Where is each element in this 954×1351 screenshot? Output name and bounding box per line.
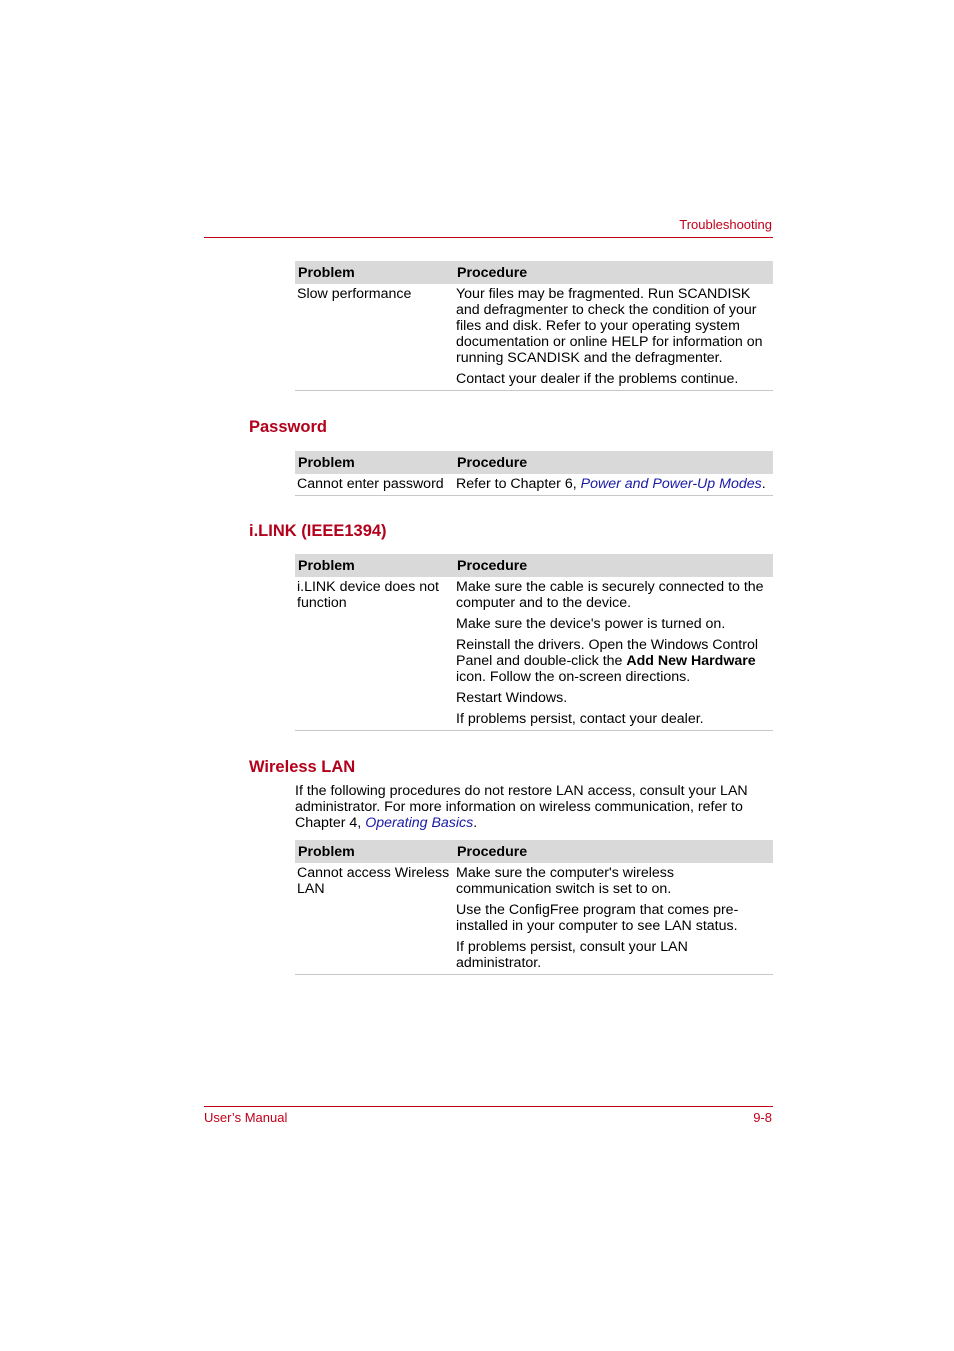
column-header-problem: Problem (295, 554, 454, 577)
procedure-text: icon. Follow the on-screen directions. (456, 669, 691, 685)
add-new-hardware-label: Add New Hardware (626, 653, 756, 669)
column-header-procedure: Procedure (454, 261, 773, 284)
table-row (295, 284, 773, 391)
section-heading-ilink: i.LINK (IEEE1394) (249, 522, 387, 540)
procedure-step: Contact your dealer if the problems continue. (456, 371, 739, 387)
procedure-text: Reinstall the drivers. Open the Windows Control Panel and double-click the (456, 637, 759, 669)
procedure-cell (454, 577, 773, 731)
problem-cell: Slow performance (295, 284, 454, 391)
table-row (295, 474, 773, 496)
table-row (295, 863, 773, 975)
chapter-link-operating-basics[interactable]: Operating Basics (365, 815, 474, 831)
footer-manual-title: User’s Manual (204, 1110, 288, 1125)
table-password (295, 451, 773, 496)
table-header-row (295, 451, 773, 474)
procedure-cell (454, 863, 773, 975)
procedure-step (456, 637, 771, 685)
column-header-problem: Problem (295, 261, 454, 284)
procedure-step: If problems persist, contact your dealer. (456, 711, 704, 727)
procedure-cell (454, 284, 773, 391)
chapter-link-power-modes[interactable]: Power and Power-Up Modes (580, 476, 762, 492)
column-header-problem: Problem (295, 451, 454, 474)
procedure-step: Make sure the cable is securely connected to the computer and to the device. (456, 579, 764, 611)
table-slow-performance (295, 261, 773, 391)
problem-cell: i.LINK device does not function (295, 577, 454, 731)
problem-cell: Cannot enter password (295, 474, 454, 496)
procedure-step: Make sure the device's power is turned on. (456, 616, 726, 632)
procedure-text: . (761, 476, 766, 492)
procedure-cell (454, 474, 773, 496)
table-row (295, 577, 773, 731)
table-header-row (295, 554, 773, 577)
intro-text: If the following procedures do not restore LAN access, consult your LAN administrator. For more information on wireless communication, refer to Chapter 4, (295, 783, 748, 831)
footer-rule (204, 1106, 773, 1107)
section-heading-password: Password (249, 418, 327, 436)
table-header-row (295, 840, 773, 863)
running-header: Troubleshooting (679, 217, 772, 232)
table-wireless-lan (295, 840, 773, 975)
procedure-step: Make sure the computer's wireless communication switch is set to on. (456, 865, 674, 897)
procedure-step: Restart Windows. (456, 690, 568, 706)
procedure-text: Refer to Chapter 6, (456, 476, 581, 492)
wireless-intro-paragraph (295, 783, 773, 831)
header-rule (204, 237, 773, 238)
column-header-procedure: Procedure (454, 451, 773, 474)
procedure-step: Use the ConfigFree program that comes pre-installed in your computer to see LAN status. (456, 902, 739, 934)
procedure-step: If problems persist, consult your LAN administrator. (456, 939, 688, 971)
procedure-step: Your files may be fragmented. Run SCANDISK and defragmenter to check the condition of your files and disk. Refer to your operating system documentation or online HELP for information on running SCANDISK and the defragmenter. (456, 286, 763, 366)
column-header-procedure: Procedure (454, 840, 773, 863)
intro-text: . (473, 815, 478, 831)
column-header-problem: Problem (295, 840, 454, 863)
table-header-row (295, 261, 773, 284)
problem-cell: Cannot access Wireless LAN (295, 863, 454, 975)
page-number: 9-8 (753, 1110, 772, 1125)
table-ilink (295, 554, 773, 731)
section-heading-wireless-lan: Wireless LAN (249, 758, 356, 776)
column-header-procedure: Procedure (454, 554, 773, 577)
